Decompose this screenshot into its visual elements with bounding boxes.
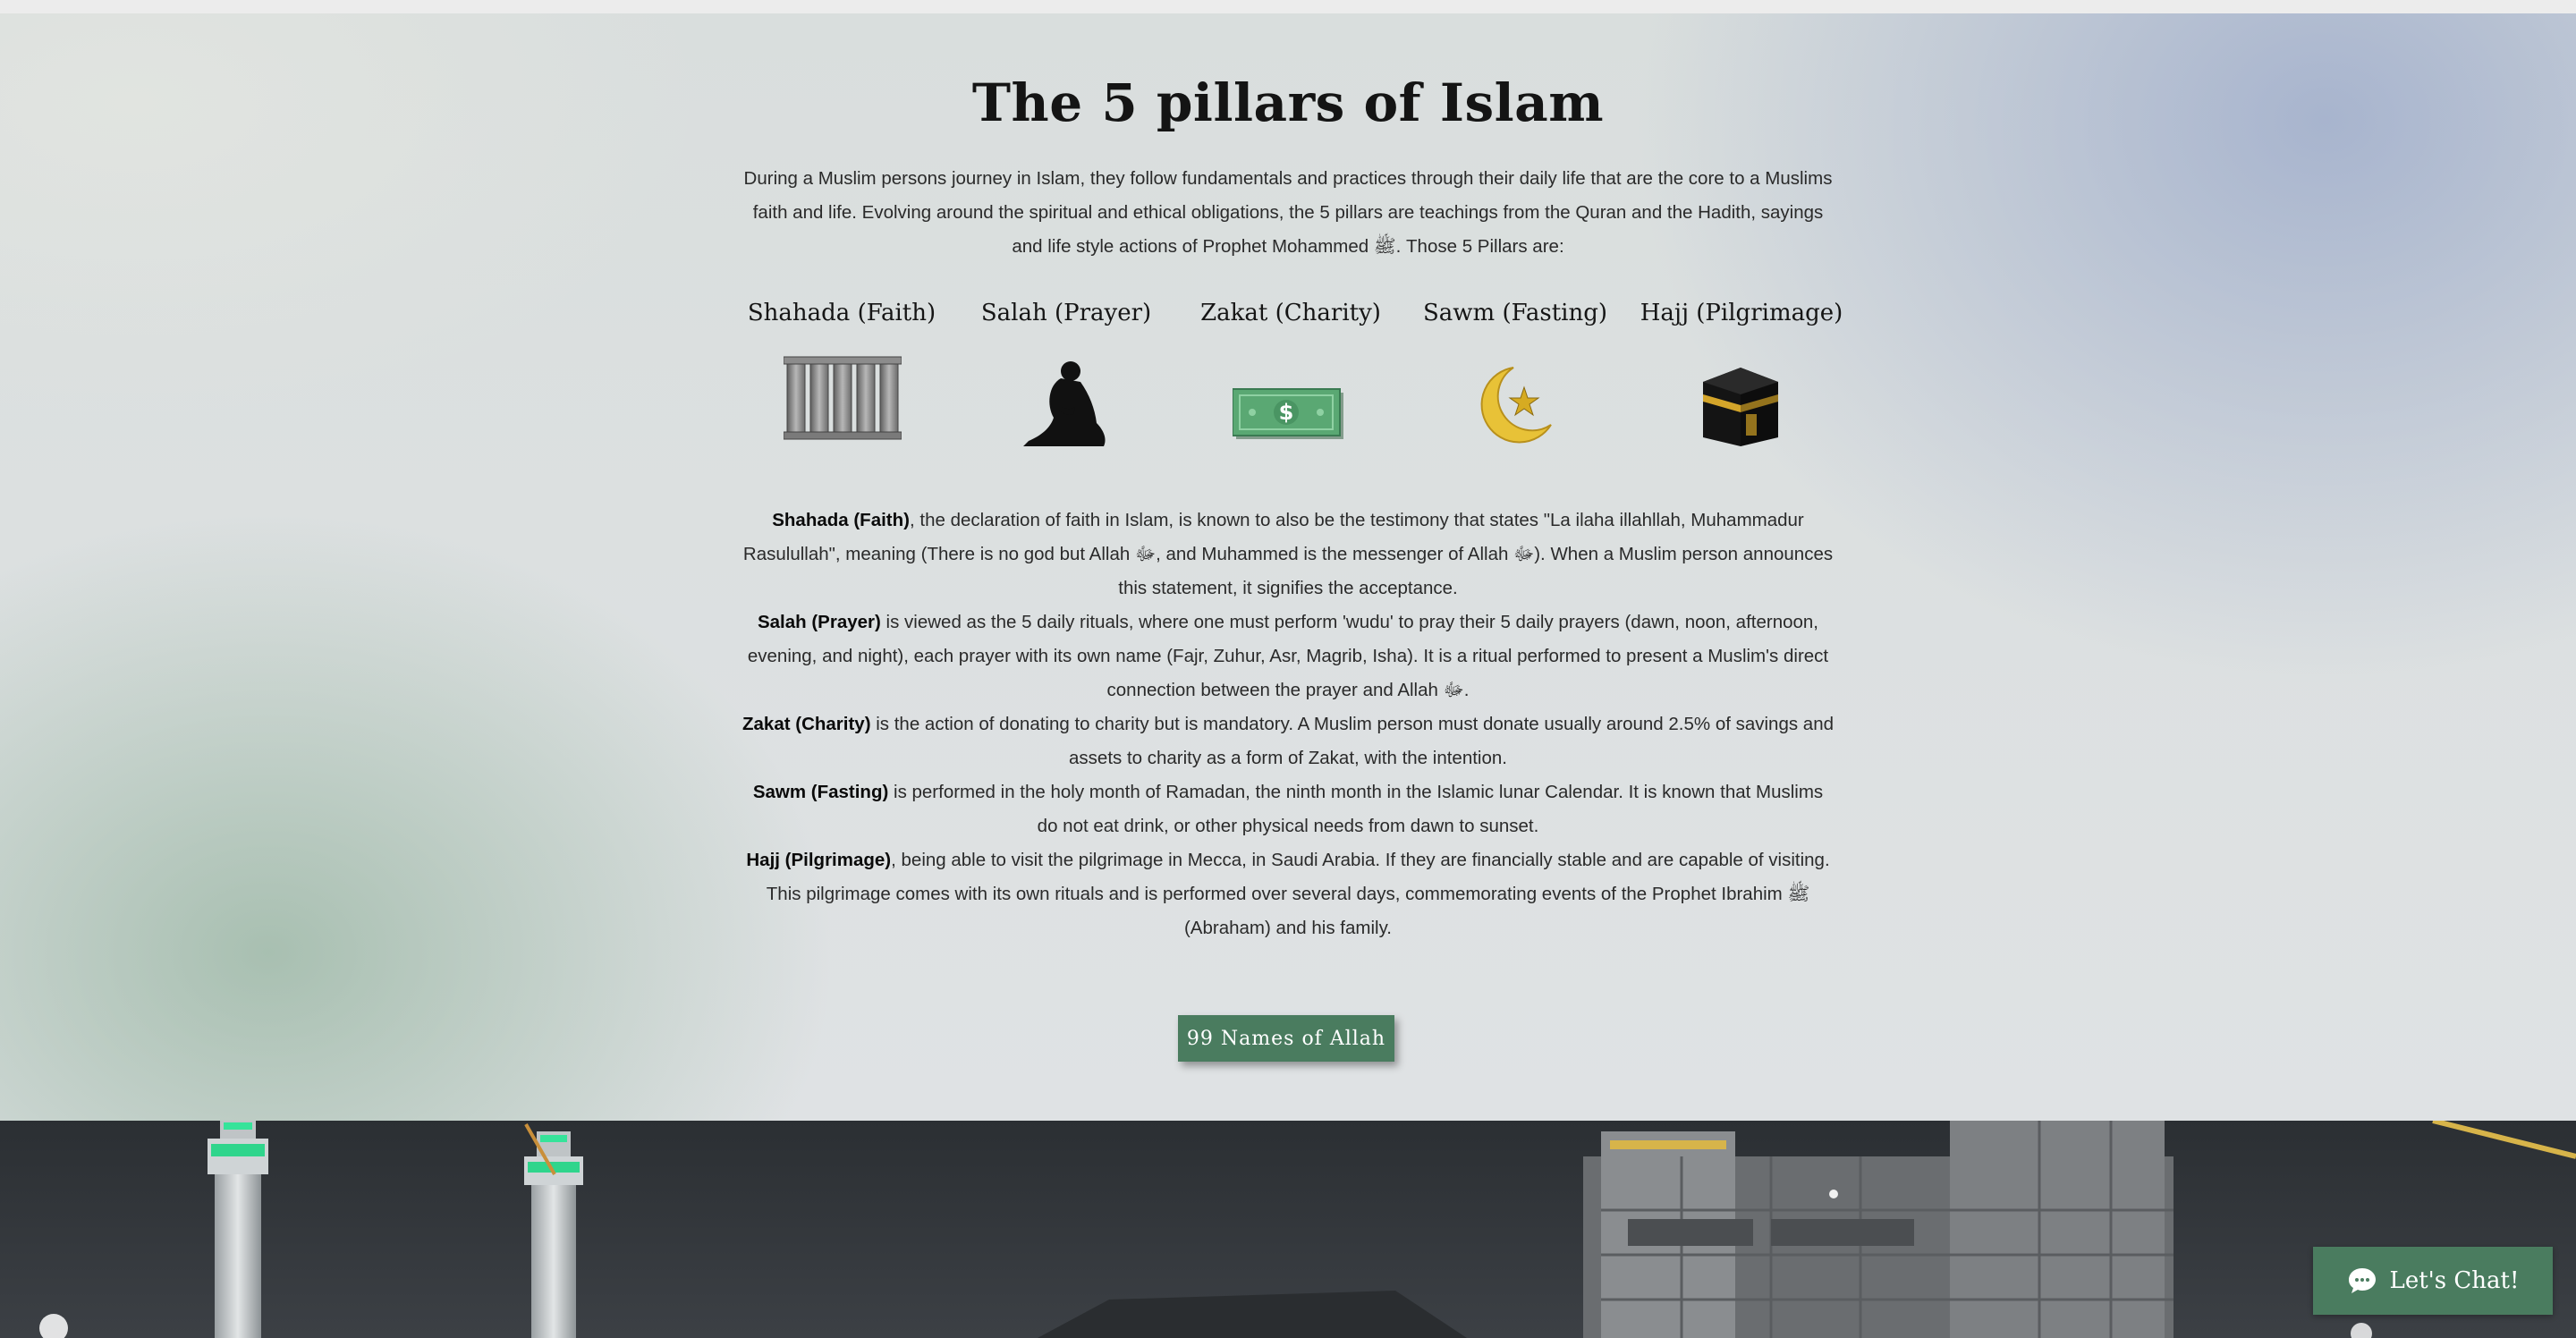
pillar-label-sawm: Sawm (Fasting) [1422, 300, 1608, 326]
pillars-descriptions [742, 504, 1834, 945]
pillars-section [0, 13, 2576, 1121]
desc-salah [742, 605, 1834, 707]
crescent-star-icon [1470, 362, 1556, 448]
lets-chat-label: Let's Chat! [2389, 1267, 2520, 1294]
svg-text:$: $ [1278, 400, 1294, 425]
pillar-label-shahada: Shahada (Faith) [747, 300, 936, 326]
desc-term-shahada: Shahada (Faith) [772, 510, 910, 530]
desc-term-sawm: Sawm (Fasting) [752, 782, 889, 802]
desc-term-hajj: Hajj (Pilgrimage) [746, 850, 892, 870]
names-of-allah-button[interactable]: 99 Names of Allah [1178, 1015, 1394, 1062]
money-bill-icon [1233, 387, 1347, 443]
desc-text-shahada: , the declaration of faith in Islam, is known to also be the testimony that states "La ilaha illahllah, Muhammadur Rasulullah", meaning (There is no god but Allah ﷻ, and Muhammed is the messenger of Allah ﷻ). When a Muslim person announces this statement, it signifies the acceptance. [742, 510, 1834, 598]
desc-text-hajj: , being able to visit the pilgrimage in Mecca, in Saudi Arabia. If they are financially stable and are capable of visiting. This pilgrimage comes with its own rituals and is performed over several days, commemorating events of the Prophet Ibrahim ﷺ (Abraham) and his family. [766, 850, 1830, 938]
desc-zakat [742, 707, 1834, 775]
mecca-photo-illustration [0, 1121, 2576, 1338]
praying-person-icon [1021, 359, 1111, 452]
desc-term-zakat: Zakat (Charity) [742, 714, 871, 734]
browser-top-strip [0, 0, 2576, 14]
lets-chat-button[interactable] [2313, 1247, 2553, 1315]
pillar-label-salah: Salah (Prayer) [980, 300, 1152, 326]
kaaba-icon [1698, 364, 1784, 448]
desc-term-salah: Salah (Prayer) [757, 612, 881, 632]
desc-sawm [742, 775, 1834, 843]
desc-shahada [742, 504, 1834, 605]
pillars-icon [784, 350, 902, 443]
mecca-photo [0, 1121, 2576, 1338]
chat-bubble-icon [2347, 1266, 2377, 1295]
intro-paragraph: During a Muslim persons journey in Islam, they follow fundamentals and practices through their daily life that are the core to a Muslims faith and life. Evolving around the spiritual and ethical obligations, the 5 pillars are teachings from the Quran and the Hadith, sayings and life style actions of Prophet Mohammed ﷺ. Those 5 Pillars are: [743, 168, 1833, 257]
desc-text-sawm: is performed in the holy month of Ramadan, the ninth month in the Islamic lunar Calendar. It is known that Muslims do not eat drink, or other physical needs from dawn to sunset. [888, 782, 1824, 836]
desc-text-salah: is viewed as the 5 daily rituals, where one must perform 'wudu' to pray their 5 daily prayers (dawn, noon, afternoon, evening, and night), each prayer with its own name (Fajr, Zuhur, Asr, Magrib, Isha). It is a ritual performed to present a Muslim's direct connection between the prayer and Allah ﷻ. [747, 612, 1829, 700]
pillar-label-zakat: Zakat (Charity) [1200, 300, 1381, 326]
page-title: The 5 pillars of Islam [971, 72, 1605, 133]
desc-hajj [742, 843, 1834, 945]
pillar-label-hajj: Hajj (Pilgrimage) [1640, 300, 1843, 326]
desc-text-zakat: is the action of donating to charity but is mandatory. A Muslim person must donate usually around 2.5% of savings and assets to charity as a form of Zakat, with the intention. [870, 714, 1835, 768]
